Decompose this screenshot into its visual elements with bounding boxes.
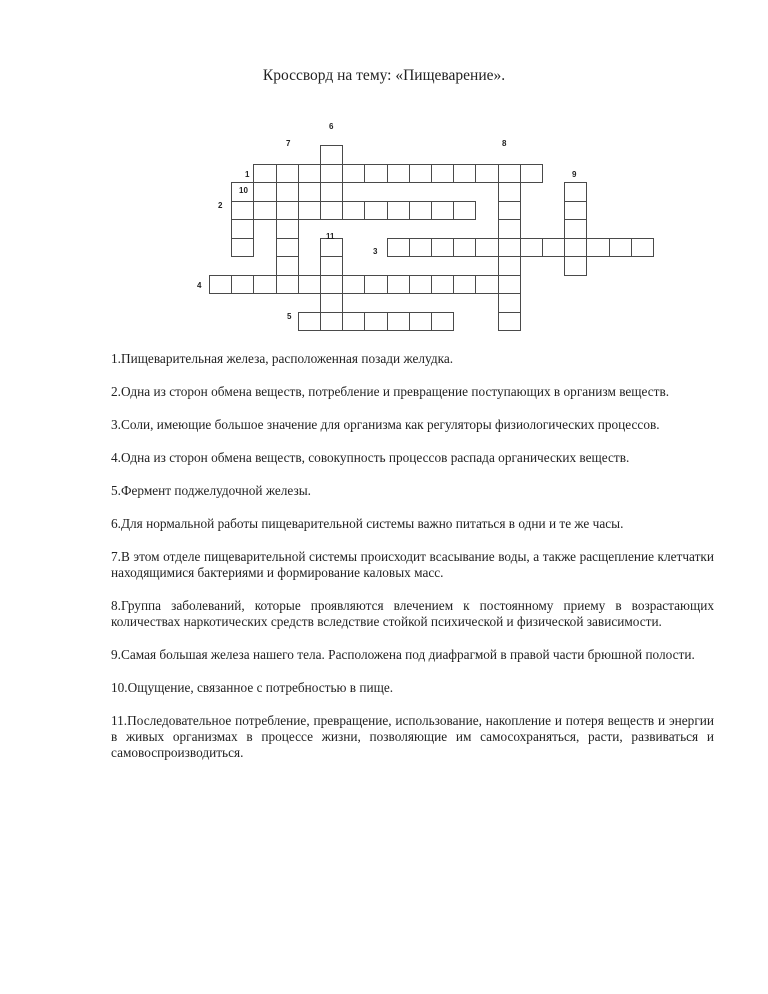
clue-5: 5.Фермент поджелудочной железы. (111, 483, 311, 498)
crossword-cell[interactable] (298, 275, 321, 295)
page-title: Кроссворд на тему: «Пищеварение». (262, 67, 506, 84)
clue-4: 4.Одна из сторон обмена веществ, совокупность процессов распада органических веществ. (111, 450, 630, 465)
crossword-cell[interactable] (387, 164, 410, 184)
crossword-cell[interactable] (253, 275, 276, 295)
crossword-cell[interactable] (342, 275, 365, 295)
crossword-cell[interactable] (231, 275, 254, 295)
crossword-cell[interactable] (298, 312, 321, 332)
clue-number-11: 11 (326, 232, 335, 241)
clue-10: 10.Ощущение, связанное с потребностью в пище. (111, 680, 394, 695)
crossword-cell[interactable] (609, 238, 632, 258)
clue-list (111, 351, 714, 778)
crossword-cell[interactable] (564, 238, 587, 258)
crossword-cell[interactable] (498, 238, 521, 258)
crossword-cell[interactable] (564, 219, 587, 239)
crossword-cell[interactable] (231, 201, 254, 221)
crossword-cell[interactable] (498, 256, 521, 276)
crossword-cell[interactable] (520, 164, 543, 184)
crossword-cell[interactable] (409, 164, 432, 184)
crossword-cell[interactable] (276, 164, 299, 184)
crossword-cell[interactable] (298, 164, 321, 184)
clue-number-3: 3 (373, 247, 378, 256)
crossword-cell[interactable] (498, 164, 521, 184)
clue-number-5: 5 (287, 312, 292, 321)
crossword-cell[interactable] (409, 275, 432, 295)
crossword-cell[interactable] (276, 219, 299, 239)
crossword-cell[interactable] (387, 201, 410, 221)
crossword-cell[interactable] (320, 164, 343, 184)
crossword-cell[interactable] (564, 182, 587, 202)
crossword-cell[interactable] (520, 238, 543, 258)
clue-number-4: 4 (197, 281, 202, 290)
clue-3: 3.Соли, имеющие большое значение для организма как регуляторы физиологических процессов. (111, 417, 660, 432)
crossword-cell[interactable] (231, 219, 254, 239)
crossword-cell[interactable] (276, 256, 299, 276)
crossword-cell[interactable] (586, 238, 609, 258)
clue-number-8: 8 (502, 139, 507, 148)
clue-8: 8.Группа заболеваний, которые проявляются влечением к постоянному приему в возрастающих количествах наркотических средств вследствие стойкой психической и физической зависимости. (111, 598, 714, 629)
crossword-cell[interactable] (498, 312, 521, 332)
clue-6: 6.Для нормальной работы пищеварительной системы важно питаться в одни и те же часы. (111, 516, 624, 531)
crossword-cell[interactable] (320, 312, 343, 332)
crossword-cell[interactable] (453, 238, 476, 258)
clue-7: 7.В этом отделе пищеварительной системы происходит всасывание воды, а также расщепление клетчатки находящимися бактериями и формирование каловых масс. (111, 549, 714, 580)
crossword-cell[interactable] (498, 201, 521, 221)
crossword-cell[interactable] (342, 201, 365, 221)
crossword-cell[interactable] (453, 275, 476, 295)
crossword-cell[interactable] (253, 201, 276, 221)
crossword-cell[interactable] (475, 164, 498, 184)
crossword-cell[interactable] (431, 164, 454, 184)
crossword-cell[interactable] (253, 164, 276, 184)
crossword-cell[interactable] (364, 275, 387, 295)
crossword-cell[interactable] (453, 164, 476, 184)
crossword-cell[interactable] (453, 201, 476, 221)
crossword-cell[interactable] (409, 201, 432, 221)
crossword-cell[interactable] (298, 201, 321, 221)
crossword-cell[interactable] (387, 312, 410, 332)
crossword-cell[interactable] (431, 312, 454, 332)
crossword-cell[interactable] (387, 238, 410, 258)
crossword-cell[interactable] (320, 201, 343, 221)
crossword-cell[interactable] (475, 238, 498, 258)
crossword-cell[interactable] (498, 293, 521, 313)
clue-number-10: 10 (239, 186, 248, 195)
crossword-cell[interactable] (431, 275, 454, 295)
clue-2: 2.Одна из сторон обмена веществ, потребление и превращение поступающих в организм веществ. (111, 384, 670, 399)
crossword-cell[interactable] (320, 145, 343, 165)
crossword-cell[interactable] (209, 275, 232, 295)
crossword-cell[interactable] (564, 201, 587, 221)
crossword-cell[interactable] (276, 201, 299, 221)
crossword-cell[interactable] (431, 201, 454, 221)
crossword-cell[interactable] (364, 312, 387, 332)
crossword-cell[interactable] (498, 275, 521, 295)
crossword-cell[interactable] (387, 275, 410, 295)
clue-number-7: 7 (286, 139, 291, 148)
clue-11: 11.Последовательное потребление, превращение, использование, накопление и потеря веществ и энергии в живых организмах в процессе жизни, позволяющие им самосохраняться, расти, развиваться и самовоспроизводиться. (111, 713, 714, 760)
crossword-cell[interactable] (276, 182, 299, 202)
crossword-cell[interactable] (320, 293, 343, 313)
crossword-cell[interactable] (276, 275, 299, 295)
crossword-cell[interactable] (320, 275, 343, 295)
crossword-cell[interactable] (542, 238, 565, 258)
crossword-cell[interactable] (320, 256, 343, 276)
clue-1: 1.Пищеварительная железа, расположенная позади желудка. (111, 351, 454, 366)
crossword-cell[interactable] (342, 312, 365, 332)
crossword-cell[interactable] (364, 164, 387, 184)
crossword-cell[interactable] (631, 238, 654, 258)
clue-number-9: 9 (572, 170, 577, 179)
crossword-cell[interactable] (564, 256, 587, 276)
crossword-cell[interactable] (320, 182, 343, 202)
crossword-cell[interactable] (364, 201, 387, 221)
crossword-cell[interactable] (409, 238, 432, 258)
crossword-grid (0, 0, 768, 340)
crossword-cell[interactable] (342, 164, 365, 184)
crossword-cell[interactable] (498, 182, 521, 202)
crossword-cell[interactable] (409, 312, 432, 332)
crossword-cell[interactable] (498, 219, 521, 239)
clue-number-2: 2 (218, 201, 223, 210)
crossword-cell[interactable] (231, 238, 254, 258)
clue-number-1: 1 (245, 170, 250, 179)
crossword-cell[interactable] (431, 238, 454, 258)
clue-9: 9.Самая большая железа нашего тела. Расположена под диафрагмой в правой части брюшной полости. (111, 647, 695, 662)
crossword-cell[interactable] (276, 238, 299, 258)
clue-number-6: 6 (329, 122, 334, 131)
crossword-cell[interactable] (475, 275, 498, 295)
